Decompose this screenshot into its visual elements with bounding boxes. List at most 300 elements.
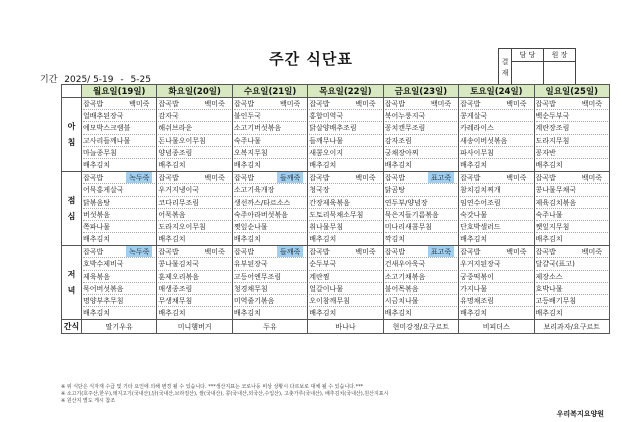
menu-item-name: 배추김치: [460, 160, 488, 169]
menu-item: [460, 295, 532, 307]
menu-cell: [308, 246, 383, 320]
menu-item: [385, 197, 457, 209]
menu-item: [385, 295, 457, 307]
menu-item-name: 미역줄기볶음: [233, 297, 275, 305]
menu-item-name: 콩나물무채국: [535, 186, 577, 195]
menu-item: [385, 147, 457, 159]
menu-item: [385, 159, 457, 171]
menu-item-name: 잡곡밥: [83, 174, 104, 183]
menu-item: [158, 233, 230, 245]
menu-item-name: 쪗잎순나물: [233, 222, 268, 231]
snack-item: 현미강정/요구르트: [383, 320, 458, 334]
menu-item-name: 매생종조림: [158, 284, 193, 293]
menu-item-name: 무생채무침: [158, 297, 193, 305]
menu-item-name: 청국장: [309, 186, 330, 195]
menu-item-name: 우거지된장국: [460, 260, 501, 269]
menu-item-name: 묵어버섯볶음: [83, 284, 124, 293]
day-header: 일요일(25일): [534, 85, 609, 98]
day-header: 목요일(22일): [308, 85, 383, 98]
menu-item: [83, 135, 155, 147]
menu-item-name: 소고기버섯볶음: [233, 124, 282, 133]
menu-item-name: 배추김치: [460, 235, 488, 244]
menu-item-name: 배추김치: [309, 160, 337, 169]
menu-item-name: 들깨무나물: [309, 136, 344, 145]
menu-item: [460, 233, 532, 245]
porridge-item: 백미죽: [506, 174, 527, 183]
menu-item-name: 양념종조림: [158, 148, 193, 157]
menu-cell: [82, 98, 157, 172]
menu-item: [536, 147, 608, 159]
period-end: 5-25: [130, 75, 151, 85]
menu-cell: [157, 246, 232, 320]
menu-item-name: 도토리묵채소무침: [309, 210, 364, 219]
menu-item: [83, 159, 155, 171]
menu-cell: [534, 172, 609, 246]
porridge-item: 백미죽: [581, 100, 602, 108]
menu-item: [234, 307, 306, 319]
meal-label-char: 아: [67, 121, 76, 131]
menu-item-name: 우거지냉이국: [158, 186, 199, 195]
porridge-item: 백미죽: [129, 100, 150, 108]
menu-item: [234, 246, 306, 258]
menu-item: [83, 172, 155, 184]
menu-item: [158, 221, 230, 233]
menu-item: [234, 122, 306, 134]
menu-item: [460, 159, 532, 171]
menu-item: [83, 271, 155, 283]
snack-item: 보리과자/요구르트: [534, 320, 609, 334]
menu-item: [309, 172, 381, 184]
menu-item: [385, 258, 457, 270]
menu-item-name: 호박수제비국: [83, 260, 124, 269]
menu-item: [83, 258, 155, 270]
menu-item: [234, 98, 306, 110]
menu-item-name: 숙갓나물: [460, 210, 488, 219]
meal-row: [62, 172, 610, 246]
menu-item-name: 계란찜: [309, 272, 330, 281]
menu-item-name: 소고기채볶음: [384, 272, 426, 281]
menu-item-name: 명양부추무침: [83, 297, 124, 305]
menu-item-name: 유명채조림: [460, 297, 494, 305]
notes: [61, 384, 388, 405]
menu-item-name: 새송이버섯볶음: [460, 136, 508, 145]
menu-item: [234, 135, 306, 147]
menu-item-name: 배추김치: [158, 309, 186, 318]
menu-item-name: 마늘종무침: [83, 148, 117, 157]
menu-item-name: 잡곡밥: [535, 248, 556, 257]
menu-item: [385, 283, 457, 295]
menu-item: [460, 135, 532, 147]
menu-item-name: 배추김치: [233, 309, 261, 318]
menu-item-name: 단호박샐러드: [460, 222, 501, 231]
menu-cell: [534, 246, 609, 320]
menu-item: [234, 197, 306, 209]
menu-item: [385, 271, 457, 283]
menu-item-name: 유부된장국: [233, 260, 268, 269]
porridge-item: 백미죽: [430, 100, 452, 108]
menu-item-name: 연두부/양념장: [384, 198, 428, 207]
menu-item-name: 취나물무침: [309, 222, 344, 231]
menu-item: [385, 98, 457, 110]
menu-item-name: 궁중떡볶이: [460, 272, 494, 281]
menu-item: [309, 122, 381, 134]
menu-item-name: 꽁자반: [535, 148, 556, 157]
menu-item-name: 불어목볶음: [384, 284, 419, 293]
menu-item: [158, 135, 230, 147]
menu-item-name: 잡곡밥: [233, 248, 255, 257]
header-corner: [62, 85, 82, 98]
menu-item: [234, 283, 306, 295]
menu-item-name: 배추김치: [233, 160, 261, 169]
menu-item: [234, 159, 306, 171]
menu-item-name: 건새우아욱국: [384, 260, 426, 269]
approval-col-director: 원 장: [544, 49, 576, 62]
menu-item: [385, 209, 457, 221]
menu-item: [234, 110, 306, 122]
porridge-item: 백미죽: [506, 100, 527, 108]
menu-item: [536, 283, 608, 295]
meal-label-char: 침: [67, 137, 76, 147]
menu-item-name: 파사이무침: [460, 148, 494, 157]
approval-box: [498, 48, 576, 88]
menu-item: [158, 246, 230, 258]
snack-label: 간식: [62, 320, 82, 334]
day-header: 월요일(19일): [82, 85, 157, 98]
menu-item: [460, 172, 532, 184]
menu-item-name: 잡곡밥: [158, 100, 179, 108]
menu-item: [536, 258, 608, 270]
menu-item: [536, 271, 608, 283]
porridge-item: 백미죽: [506, 248, 527, 257]
menu-item: [158, 295, 230, 307]
menu-item-name: 소고기육개장: [233, 186, 275, 195]
meal-label: [62, 172, 82, 246]
menu-item: [309, 98, 381, 110]
menu-item-name: 배추김치: [460, 309, 488, 318]
menu-item: [460, 147, 532, 159]
menu-item: [536, 246, 608, 258]
note-line: ※ 소고기(호주산,한우),돼지고기(국내산),닭(국내산,브라질산), 쌀(국내산), 콩(국내산,외국산,수입산), 고춧가루(국내산), 배추김치(국내산),원산지표시: [61, 391, 389, 397]
menu-item-name: 닭볶음탕: [83, 198, 111, 207]
menu-item: [385, 184, 457, 196]
snack-item: 두유: [232, 320, 307, 334]
menu-item-name: 닭살양배추조림: [309, 124, 357, 133]
meal-label-char: 심: [67, 211, 76, 221]
meal-label-char: 점: [67, 195, 76, 205]
menu-item-name: 깍김치: [384, 235, 405, 244]
menu-item: [234, 271, 306, 283]
menu-item: [460, 98, 532, 110]
menu-item: [158, 307, 230, 319]
menu-item: [536, 110, 608, 122]
menu-item: [83, 295, 155, 307]
meal-label: [62, 246, 82, 320]
menu-item-name: 배추김치: [309, 235, 337, 244]
menu-item: [460, 184, 532, 196]
menu-item: [309, 295, 381, 307]
menu-item-name: 고사리들깨나물: [83, 136, 131, 145]
menu-item-name: 에모박스크램블: [83, 124, 131, 133]
menu-item-name: 얼갈이나물: [309, 284, 344, 293]
menu-item-name: 오복지무침: [233, 148, 268, 157]
menu-item-name: 잡곡밥: [309, 100, 330, 108]
porridge-item: 백미죽: [581, 174, 602, 183]
menu-item-name: 꽁치캔무조림: [384, 124, 426, 133]
menu-item-name: 시금치나물: [384, 297, 419, 305]
menu-item: [158, 147, 230, 159]
period-start: 2025/ 5-19: [64, 75, 114, 85]
menu-item-name: 쨋잎지무침: [535, 222, 570, 231]
note-line: ※ 위 식단은 식자재 수급 및 기타 요인에 의해 변경 될 수 있습니다. ***생산지표는 코로나등 비상 상황시 다르보로 대체 될 수 있습니다.***: [61, 384, 364, 390]
menu-item-name: 잡곡밥: [83, 100, 104, 108]
day-header: 화요일(20일): [157, 85, 232, 98]
menu-item: [234, 209, 306, 221]
menu-cell: [383, 98, 458, 172]
menu-item-name: 콩나물김치국: [158, 260, 199, 269]
menu-item-name: 잡곡밥: [384, 248, 405, 257]
day-header: 토요일(24일): [459, 85, 534, 98]
menu-item: [309, 233, 381, 245]
menu-item: [234, 233, 306, 245]
menu-item-name: 잡곡밥: [535, 100, 556, 108]
period-label: 기간: [40, 75, 58, 85]
menu-item-name: 새콤오이지: [309, 148, 344, 157]
snack-item: 비피더스: [459, 320, 534, 334]
menu-item: [309, 110, 381, 122]
menu-item: [385, 172, 457, 184]
menu-cell: [82, 172, 157, 246]
menu-item: [460, 197, 532, 209]
menu-item: [460, 271, 532, 283]
menu-item-name: 쪽파나물: [83, 222, 111, 231]
menu-cell: [232, 172, 307, 246]
menu-item-name: 배추김치: [384, 309, 412, 318]
menu-item: [83, 307, 155, 319]
menu-item: [83, 184, 155, 196]
menu-item: [536, 295, 608, 307]
menu-item: [234, 258, 306, 270]
menu-item-name: 가지나물: [460, 284, 488, 293]
porridge-item: 들깨죽: [277, 246, 303, 258]
porridge-item: 녹두죽: [126, 246, 152, 258]
menu-item: [460, 209, 532, 221]
menu-item: [158, 172, 230, 184]
menu-item: [158, 122, 230, 134]
menu-item: [536, 135, 608, 147]
snack-row: [62, 320, 610, 334]
menu-item-name: 제육볶음: [83, 272, 111, 281]
menu-item: [234, 221, 306, 233]
menu-item: [536, 221, 608, 233]
menu-item-name: 오이참깨무침: [309, 297, 350, 305]
snack-item: 바나나: [308, 320, 383, 334]
menu-item-name: 홍합미역국: [309, 112, 344, 121]
menu-item: [309, 147, 381, 159]
menu-item-name: 잡곡밥: [309, 248, 330, 257]
menu-item: [309, 197, 381, 209]
menu-item: [83, 246, 155, 258]
snack-item: 딸기우유: [82, 320, 157, 334]
menu-item-name: 불인두국: [233, 112, 261, 121]
menu-table: [61, 84, 610, 334]
menu-cell: [82, 246, 157, 320]
day-header: 금요일(23일): [383, 85, 458, 98]
menu-cell: [308, 98, 383, 172]
menu-item: [83, 98, 155, 110]
menu-item-name: 코다리무조림: [158, 198, 199, 207]
porridge-item: 백미죽: [279, 100, 301, 108]
menu-item: [385, 233, 457, 245]
menu-item-name: 배추김치: [233, 235, 261, 244]
menu-item: [536, 307, 608, 319]
menu-item-name: 달걀국(표고): [535, 260, 575, 269]
menu-item: [385, 221, 457, 233]
menu-item-name: 훈제오리볶음: [158, 272, 199, 281]
note-line: ※ 원산지 별도 게시 참조: [61, 398, 116, 404]
menu-item: [309, 221, 381, 233]
snack-item: 미니햄버거: [157, 320, 232, 334]
menu-item-name: 임연수어조림: [460, 198, 501, 207]
menu-item-name: 닭곰탕: [384, 186, 405, 195]
approval-label: 결재: [499, 49, 512, 88]
menu-item-name: 제장소스: [535, 272, 563, 281]
meal-label-char: 저: [67, 269, 76, 279]
menu-item: [460, 221, 532, 233]
menu-item: [536, 98, 608, 110]
menu-item: [234, 172, 306, 184]
meal-row: [62, 98, 610, 172]
menu-item-name: 돈나물오이무침: [158, 136, 206, 145]
menu-item: [158, 197, 230, 209]
meal-label: [62, 98, 82, 172]
menu-item: [309, 159, 381, 171]
menu-item-name: 잡곡밥: [460, 248, 481, 257]
menu-item: [309, 135, 381, 147]
menu-cell: [232, 98, 307, 172]
day-header: 수요일(21일): [232, 85, 307, 98]
menu-item: [83, 283, 155, 295]
menu-item-name: 순두부국: [309, 260, 337, 269]
menu-cell: [383, 172, 458, 246]
menu-item-name: 배추김치: [535, 235, 563, 244]
menu-item-name: 참치김치찌개: [460, 186, 501, 195]
menu-item-name: 배추김치: [535, 160, 563, 169]
menu-item: [385, 307, 457, 319]
period-dash: -: [120, 75, 124, 85]
menu-cell: [232, 246, 307, 320]
menu-item-name: 미나리새콤무침: [384, 222, 433, 231]
menu-item-name: 버섯볶음: [83, 210, 111, 219]
porridge-item: 표고죽: [428, 172, 454, 184]
menu-item: [158, 271, 230, 283]
menu-item-name: 고등배기무침: [535, 297, 577, 305]
menu-item-name: 얼배추된장국: [83, 112, 124, 121]
menu-item-name: 고등어엔무조림: [233, 272, 282, 281]
menu-item-name: 숙주아라버섯볶음: [233, 210, 288, 219]
menu-item-name: 배추김치: [384, 160, 412, 169]
menu-item: [536, 233, 608, 245]
menu-item: [83, 197, 155, 209]
menu-item: [83, 209, 155, 221]
menu-item: [309, 283, 381, 295]
menu-item-name: 숙주나물: [535, 210, 563, 219]
menu-item-name: 잡곡밥: [309, 174, 330, 183]
menu-item: [460, 283, 532, 295]
porridge-item: 백미죽: [355, 174, 376, 183]
menu-item: [460, 122, 532, 134]
menu-item: [460, 246, 532, 258]
menu-item-name: 배추김치: [158, 160, 186, 169]
porridge-item: 백미죽: [355, 248, 376, 257]
menu-item-name: 백순두부국: [535, 112, 570, 121]
menu-item-name: 도라지무침: [535, 136, 570, 145]
menu-item: [460, 307, 532, 319]
menu-item-name: 잡곡밥: [384, 100, 405, 108]
menu-item-name: 잡곡밥: [158, 248, 179, 257]
meal-row: [62, 246, 610, 320]
menu-item: [83, 147, 155, 159]
menu-item-name: 잡곡밥: [384, 174, 405, 183]
menu-cell: [459, 98, 534, 172]
menu-item-name: 간장제육볶음: [309, 198, 350, 207]
menu-item: [158, 209, 230, 221]
menu-item: [309, 246, 381, 258]
menu-item-name: 잡곡밥: [158, 174, 179, 183]
menu-item: [158, 98, 230, 110]
menu-item: [460, 110, 532, 122]
menu-item: [83, 122, 155, 134]
menu-item: [536, 159, 608, 171]
meal-label-char: 녁: [67, 285, 76, 295]
menu-item: [158, 110, 230, 122]
menu-item-name: 묵은지들기름볶음: [384, 210, 439, 219]
menu-item-name: 배추김치: [158, 235, 186, 244]
menu-item: [385, 135, 457, 147]
menu-item: [234, 184, 306, 196]
menu-item-name: 배추김치: [309, 309, 337, 318]
menu-item-name: 궁채장아찌: [384, 148, 419, 157]
menu-item: [83, 110, 155, 122]
menu-item-name: 감자국: [158, 112, 179, 121]
menu-item-name: 숙주나물: [233, 136, 261, 145]
menu-cell: [459, 246, 534, 320]
menu-item-name: 청경채무침: [233, 284, 268, 293]
menu-item-name: 북어누룽지국: [384, 112, 426, 121]
porridge-item: 백미죽: [204, 174, 225, 183]
menu-item-name: 잡곡밥: [83, 248, 104, 257]
menu-cell: [459, 172, 534, 246]
menu-item: [536, 172, 608, 184]
menu-item: [536, 184, 608, 196]
menu-item: [158, 159, 230, 171]
menu-item: [309, 271, 381, 283]
menu-item: [234, 147, 306, 159]
menu-cell: [308, 172, 383, 246]
menu-cell: [383, 246, 458, 320]
menu-item-name: 콩게살국: [460, 112, 488, 121]
menu-item: [158, 258, 230, 270]
menu-item-name: 도라지오이무침: [158, 222, 206, 231]
porridge-item: 백미죽: [204, 100, 225, 108]
organization-name: 우리복지요양원: [556, 410, 604, 418]
porridge-item: 표고죽: [428, 246, 454, 258]
menu-item-name: 잡곡밥: [233, 174, 255, 183]
menu-item-name: 잡곡밥: [535, 174, 556, 183]
menu-item-name: 생선까스/타르소스: [233, 198, 291, 207]
menu-item: [309, 184, 381, 196]
menu-item-name: 어묵홍게살국: [83, 186, 124, 195]
porridge-item: 들깨죽: [277, 172, 303, 184]
